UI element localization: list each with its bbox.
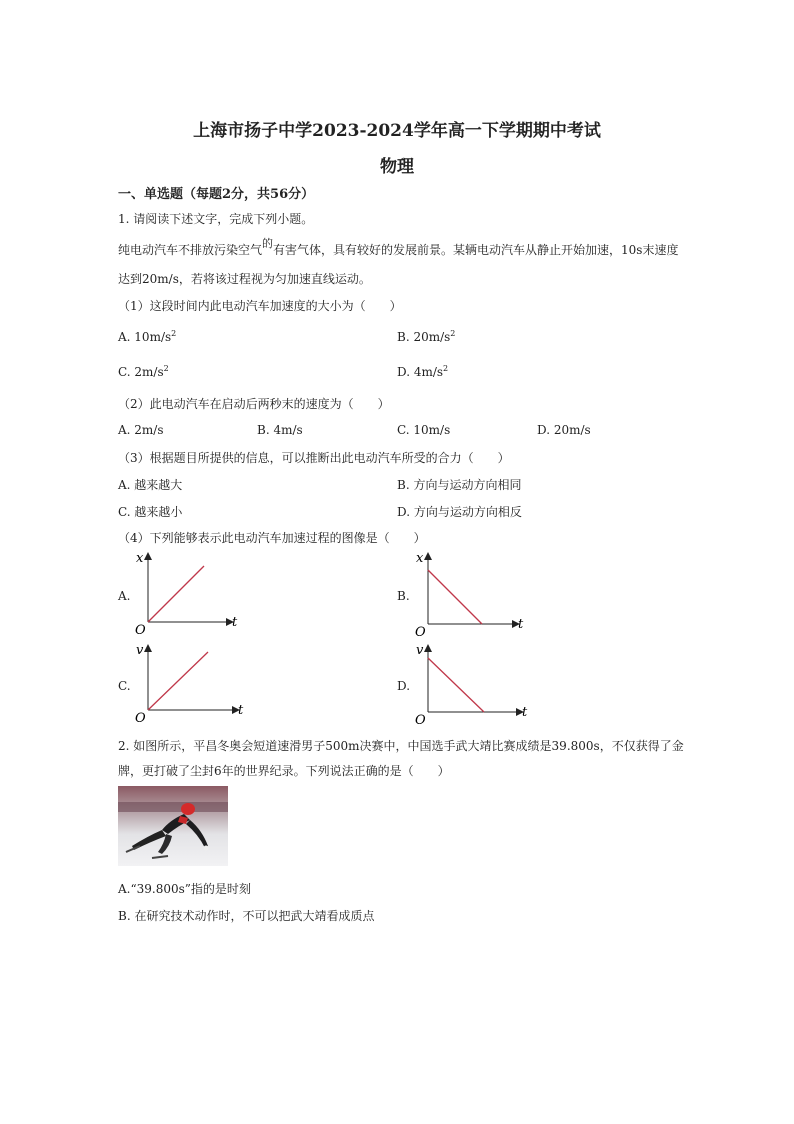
q1-sub4-option-c: C.: [118, 679, 131, 693]
q1-intro: 1. 请阅读下述文字，完成下列小题。: [118, 212, 314, 226]
origin-label: O: [135, 711, 146, 726]
q1-sub4-stem: （4）下列能够表示此电动汽车加速过程的图像是（ ）: [118, 531, 426, 545]
speed-skater-photo: [118, 786, 228, 866]
q1-sub1-option-c: C. $2m/s^2$: [118, 364, 169, 379]
q1-sub2-option-a: A. 2m/s: [118, 423, 164, 437]
section-heading: 一、单选题（每题2分，共56分）: [118, 187, 315, 202]
q1-sub2-option-b: B. 4m/s: [257, 423, 303, 437]
q2-stem-line1: 2. 如图所示，平昌冬奥会短道速滑男子500m决赛中，中国选手武大靖比赛成绩是39.800s，不仅获得了金: [118, 739, 684, 753]
q1-sub1-option-a: A. $10m/s^2$: [118, 329, 177, 344]
y-axis-label: x: [136, 551, 144, 566]
q1-sub2-stem: （2）此电动汽车在启动后两秒末的速度为（ ）: [118, 397, 390, 411]
y-axis-label: x: [416, 551, 424, 566]
q1-passage-line1: [118, 237, 679, 258]
graph-a: [132, 548, 242, 640]
passage-text-a: 纯电动汽车不排放污染空气: [118, 243, 263, 257]
q1-passage-line2: 达到20m/s，若将该过程视为匀加速直线运动。: [118, 272, 371, 286]
q1-sub3-option-d: D. 方向与运动方向相反: [397, 505, 522, 519]
q1-sub3-option-b: B. 方向与运动方向相同: [397, 478, 522, 492]
graph-d: [412, 640, 532, 726]
q1-sub4-option-d: D.: [397, 679, 411, 693]
graph-line: [428, 570, 482, 624]
page-title: 上海市扬子中学2023-2024学年高一下学期期中考试: [193, 121, 601, 141]
q1-sub2-option-c: C. 10m/s: [397, 423, 451, 437]
origin-label: O: [415, 713, 426, 726]
x-axis-label: t: [522, 705, 528, 720]
graph-b: [412, 548, 528, 640]
origin-label: O: [135, 623, 146, 638]
q1-sub3-option-c: C. 越来越小: [118, 505, 183, 519]
graph-c: [132, 640, 248, 726]
q1-sub3-stem: （3）根据题目所提供的信息，可以推断出此电动汽车所受的合力（ ）: [118, 451, 510, 465]
origin-label: O: [415, 625, 426, 640]
graph-line: [148, 566, 204, 622]
q2-stem-line2: 牌，更打破了尘封6年的世界纪录。下列说法正确的是（ ）: [118, 764, 450, 778]
graph-line: [148, 652, 208, 710]
y-axis-label: v: [136, 643, 144, 658]
passage-superscript: 的: [262, 237, 274, 250]
q2-option-b: B. 在研究技术动作时，不可以把武大靖看成质点: [118, 909, 375, 923]
q1-sub4-option-b: B.: [397, 589, 410, 603]
subject-title: 物理: [380, 157, 414, 177]
q2-option-a: A.“39.800s”指的是时刻: [118, 882, 251, 896]
passage-text-b: 有害气体，具有较好的发展前景。某辆电动汽车从静止开始加速，10s末速度: [273, 243, 679, 257]
graph-line: [428, 658, 484, 712]
q1-sub3-option-a: A. 越来越大: [118, 478, 183, 492]
q1-sub2-option-d: D. 20m/s: [537, 423, 591, 437]
x-axis-label: t: [518, 617, 524, 632]
y-axis-label: v: [416, 643, 424, 658]
q1-sub1-stem: （1）这段时间内此电动汽车加速度的大小为（ ）: [118, 299, 402, 313]
q1-sub4-option-a: A.: [118, 589, 131, 603]
q1-sub1-option-b: B. $20m/s^2$: [397, 329, 456, 344]
x-axis-label: t: [232, 615, 238, 630]
q1-sub1-option-d: D. $4m/s^2$: [397, 364, 449, 379]
x-axis-label: t: [238, 703, 244, 718]
